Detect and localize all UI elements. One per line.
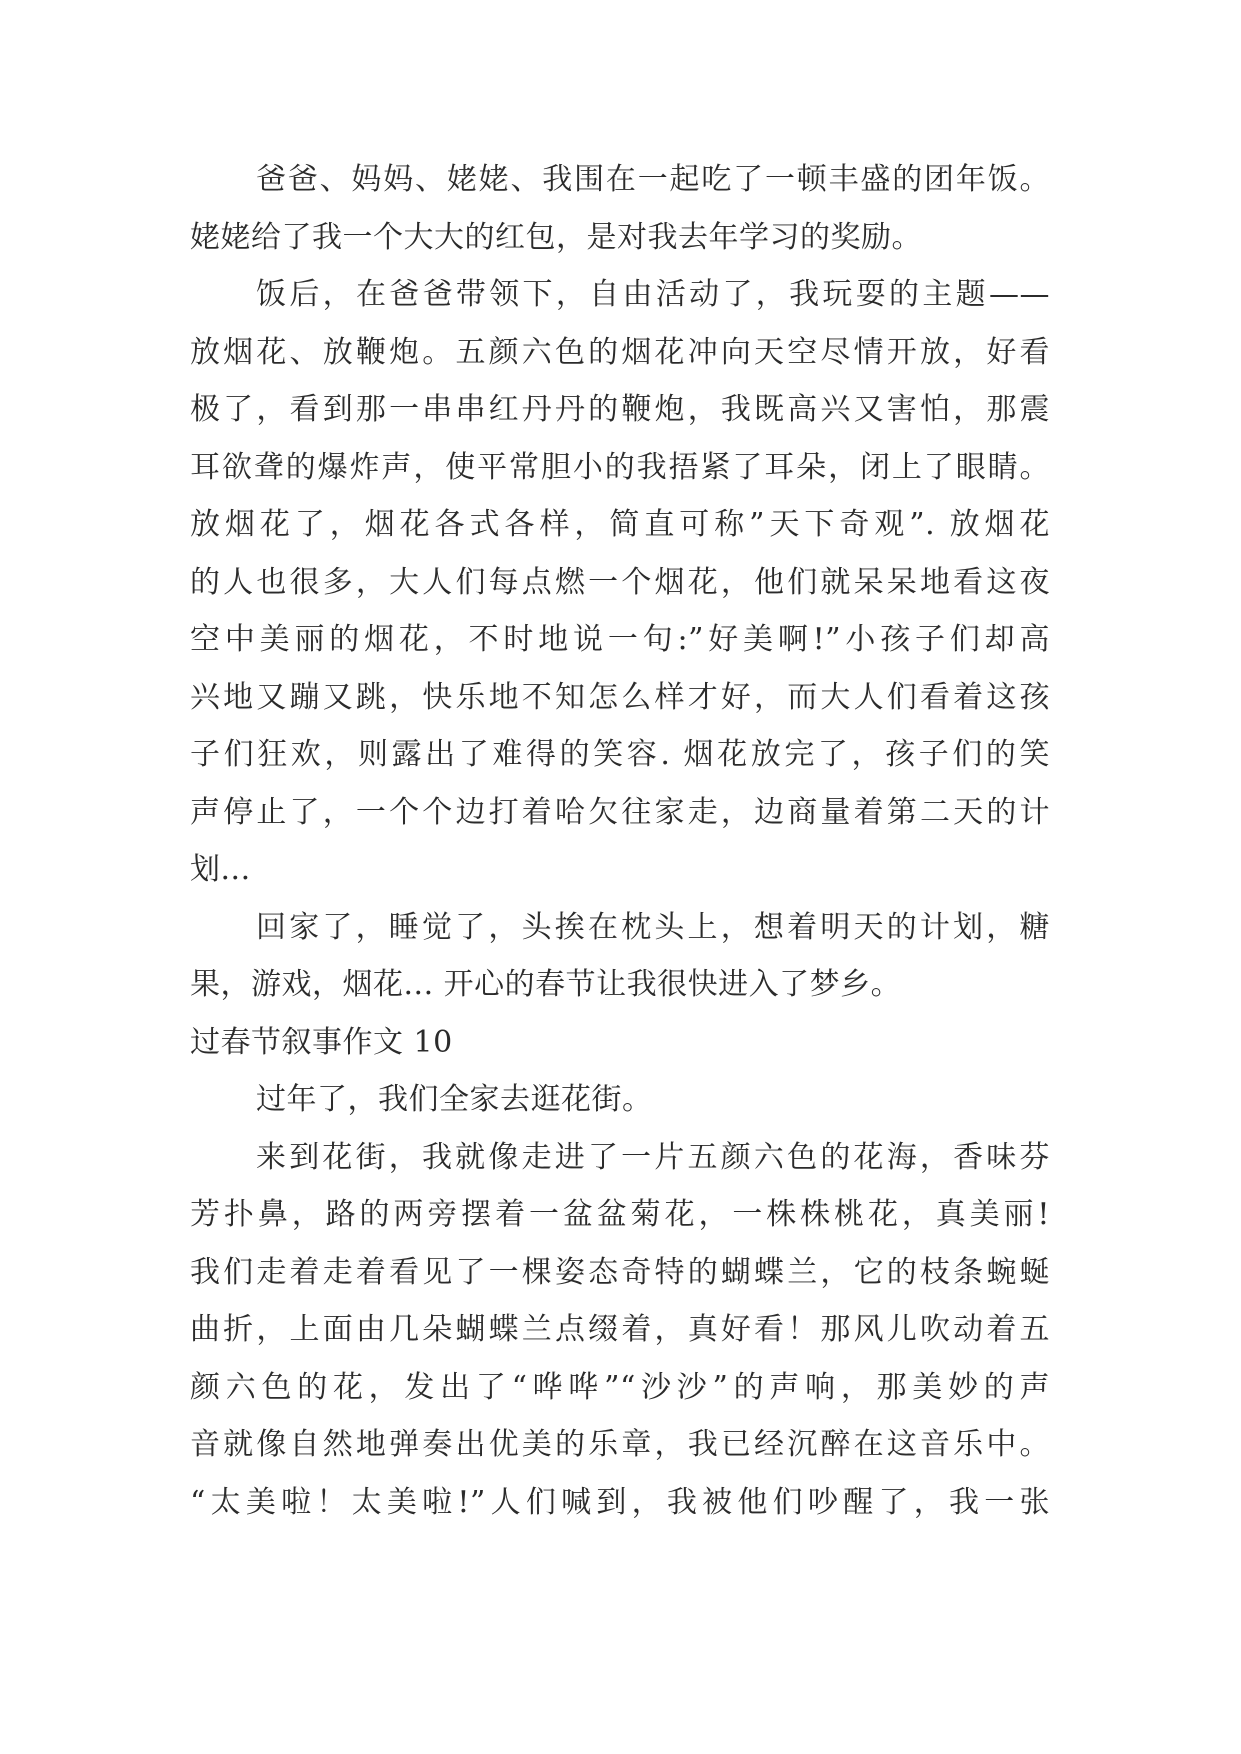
- paragraph-3-line-2: 果，游戏，烟花... 开心的春节让我很快进入了梦乡。: [190, 967, 902, 1002]
- paragraph-2-line-4: 耳欲聋的爆炸声，使平常胆小的我捂紧了耳朵，闭上了眼睛。: [190, 449, 1050, 485]
- paragraph-2-line-5: 放烟花了，烟花各式各样，简直可称”天下奇观”. 放烟花: [190, 507, 1050, 542]
- paragraph-4-line-1: 过年了，我们全家去逛花街。: [256, 1082, 653, 1117]
- paragraph-5-line-5: 颜六色的花，发出了“哗哗”“沙沙”的声响，那美妙的声: [190, 1369, 1050, 1405]
- paragraph-2-line-1: 饭后，在爸爸带领下，自由活动了，我玩耍的主题——: [256, 277, 1050, 312]
- paragraph-5-line-1: 来到花街，我就像走进了一片五颜六色的花海，香味芬: [256, 1139, 1050, 1175]
- paragraph-5-line-4: 曲折，上面由几朵蝴蝶兰点缀着，真好看！那风儿吹动着五: [190, 1312, 1050, 1347]
- paragraph-2-line-6: 的人也很多，大人们每点燃一个烟花，他们就呆呆地看这夜: [190, 564, 1050, 600]
- paragraph-2-line-8: 兴地又蹦又跳，快乐地不知怎么样才好，而大人们看着这孩: [190, 679, 1050, 715]
- paragraph-2-line-7: 空中美丽的烟花，不时地说一句:”好美啊!”小孩子们却高: [190, 622, 1050, 657]
- paragraph-2-line-2: 放烟花、放鞭炮。五颜六色的烟花冲向天空尽情开放，好看: [190, 334, 1050, 370]
- paragraph-3-line-1: 回家了，睡觉了，头挨在枕头上，想着明天的计划，糖: [256, 909, 1050, 945]
- paragraph-5-line-6: 音就像自然地弹奏出优美的乐章，我已经沉醉在这音乐中。: [190, 1427, 1050, 1462]
- essay-heading: 过春节叙事作文 10: [190, 1024, 453, 1060]
- paragraph-1-line-1: 爸爸、妈妈、姥姥、我围在一起吃了一顿丰盛的团年饭。: [256, 162, 1050, 197]
- paragraph-1-line-2: 姥姥给了我一个大大的红包，是对我去年学习的奖励。: [190, 219, 922, 255]
- paragraph-2-line-10: 声停止了，一个个边打着哈欠往家走，边商量着第二天的计: [190, 794, 1050, 830]
- paragraph-5-line-7: “太美啦！太美啦!”人们喊到，我被他们吵醒了，我一张: [190, 1484, 1050, 1520]
- paragraph-5-line-3: 我们走着走着看见了一棵姿态奇特的蝴蝶兰，它的枝条蜿蜒: [190, 1254, 1050, 1290]
- paragraph-2-line-3: 极了，看到那一串串红丹丹的鞭炮，我既高兴又害怕，那震: [190, 392, 1050, 427]
- paragraph-5-line-2: 芳扑鼻，路的两旁摆着一盆盆菊花，一株株桃花，真美丽!: [190, 1197, 1050, 1232]
- paragraph-2-line-9: 子们狂欢，则露出了难得的笑容. 烟花放完了，孩子们的笑: [190, 737, 1050, 772]
- paragraph-2-line-11: 划...: [190, 852, 251, 887]
- document-body: [190, 151, 1050, 1531]
